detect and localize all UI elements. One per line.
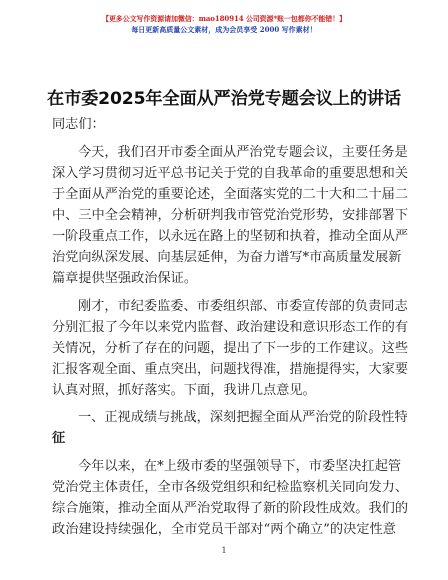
body-line: 深入学习贯彻习近平总书记关于党的自我革命的重要思想和关 <box>52 166 409 181</box>
body-line: 关情况，分析了存在的问题，提出了下一步的工作建议。这些 <box>52 341 409 356</box>
page-number: 1 <box>221 546 227 555</box>
body-line: 于全面从严治党的重要论述，全面落实党的二十大和二十届二 <box>52 187 409 202</box>
body-line: 治党向纵深发展、向基层延伸，为奋力谱写*市高质量发展新 <box>52 250 402 265</box>
document-title: 在市委2025年全面从严治党专题会议上的讲话 <box>47 89 401 109</box>
salutation: 同志们： <box>52 117 105 132</box>
section-heading-continued: 征 <box>52 431 66 446</box>
body-line: 中、三中全会精神，分析研判我市管党治党形势，安排部署下 <box>52 208 409 223</box>
promo-banner-line-2: 每日更新高质量公文素材，成为会员享受 2000 写作素材！ <box>131 25 317 34</box>
body-line: 认真对照，抓好落实。下面，我讲几点意见。 <box>52 383 316 398</box>
body-line: 刚才，市纪委监委、市委组织部、市委宣传部的负责同志 <box>78 299 408 314</box>
section-heading: 一、正视成绩与挑战，深刻把握全面从严治党的阶段性特 <box>78 410 408 425</box>
body-line: 分别汇报了今年以来党内监督、政治建设和意识形态工作的有 <box>52 320 409 335</box>
promo-banner-line-1: 【更多公文写作资源请加微信：mao180914 公司资源*账一包都你不能错！】 <box>101 14 347 23</box>
body-line: 今年以来，在*上级市委的坚强领导下，市委坚决扛起管 <box>78 459 402 474</box>
body-line: 一阶段重点工作，以永远在路上的坚韧和执着，推动全面从严 <box>52 229 409 244</box>
body-line: 党治党主体责任，全市各级党组织和纪检监察机关同向发力、 <box>52 480 409 495</box>
body-line: 今天，我们召开市委全面从严治党专题会议，主要任务是 <box>78 145 408 160</box>
body-line: 综合施策，推动全面从严治党取得了新的阶段性成效。我们的 <box>52 501 409 516</box>
body-line: 汇报客观全面、重点突出，问题找得准，措施提得实，大家要 <box>52 362 409 377</box>
body-line: 篇章提供坚强政治保证。 <box>52 271 198 286</box>
body-line: 政治建设持续强化，全市党员干部对“两个确立”的决定性意 <box>52 522 396 537</box>
